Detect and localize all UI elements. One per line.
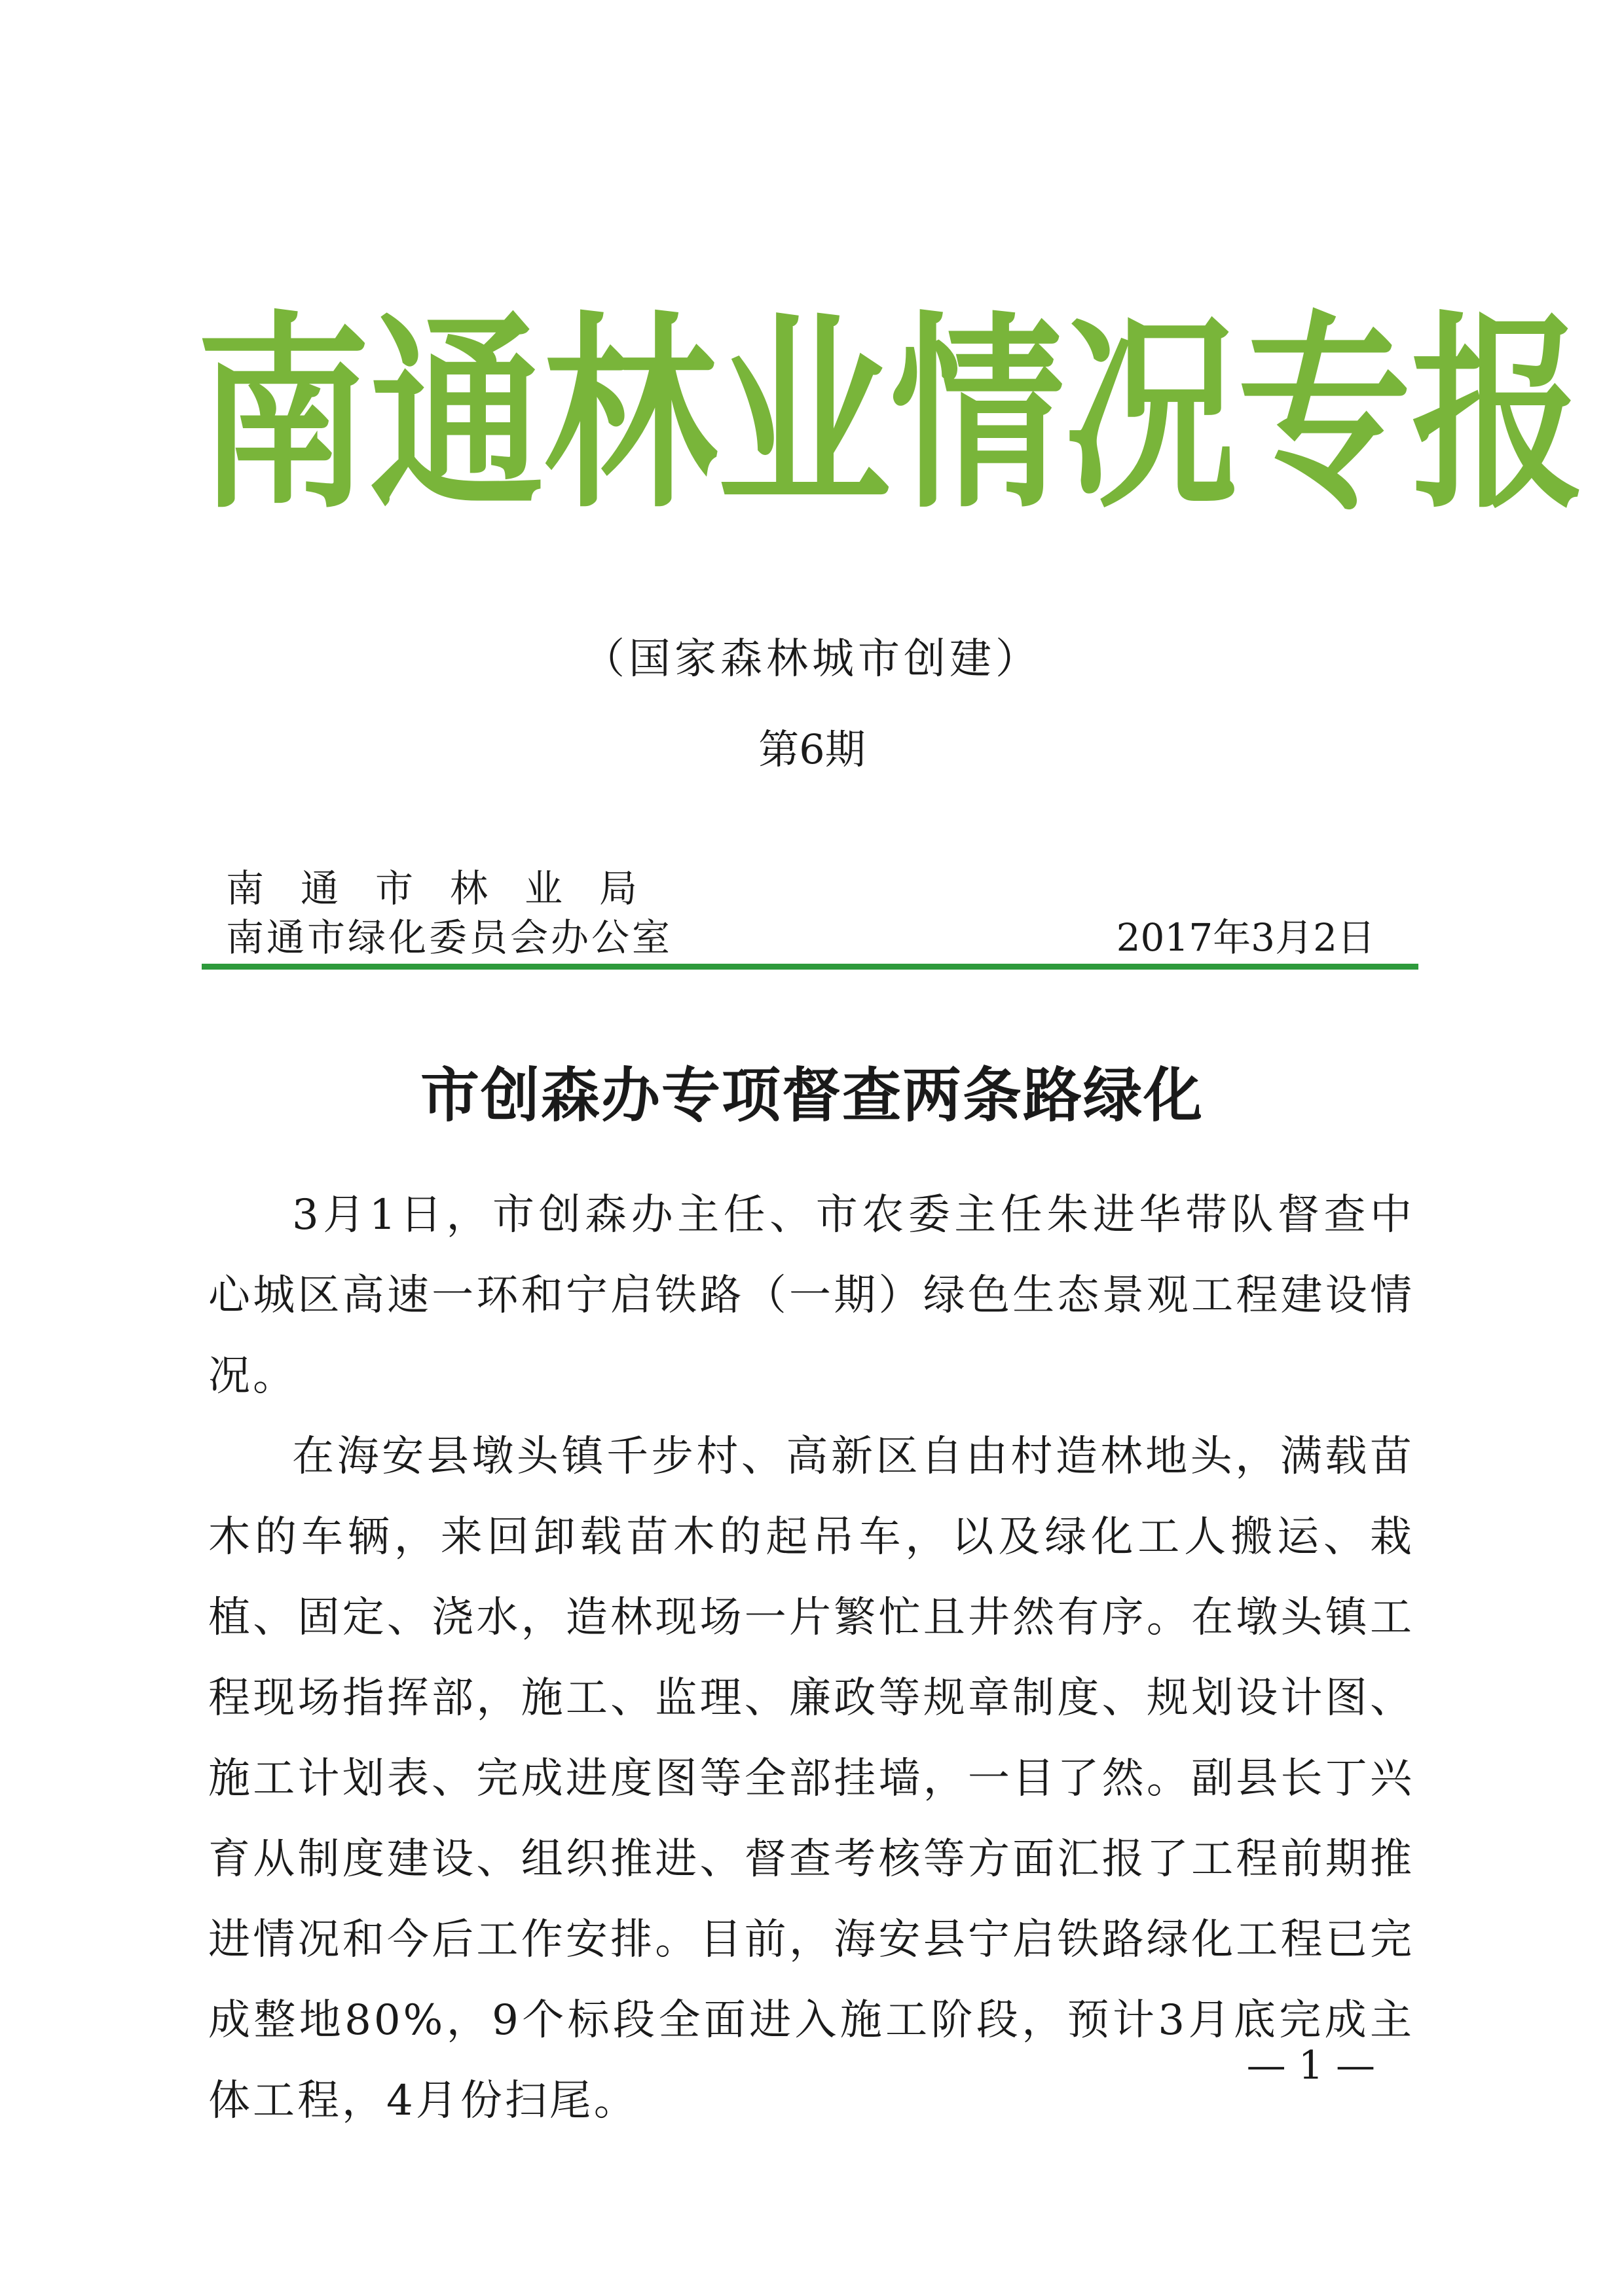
header-divider — [202, 964, 1418, 970]
paragraph: 3月1日，市创森办主任、市农委主任朱进华带队督查中心城区高速一环和宁启铁路（一期）绿色生态景观工程建设情况。 — [208, 1191, 1414, 1400]
subtitle: （国家森林城市创建） — [583, 635, 1041, 683]
masthead-char: 南 — [196, 294, 370, 537]
masthead-title — [196, 294, 1585, 537]
issue-date: 2017年3月2日 — [1116, 915, 1375, 960]
masthead-char: 通 — [370, 294, 544, 537]
masthead-char: 业 — [717, 294, 891, 537]
page-number: — 1 — — [1246, 2043, 1375, 2088]
masthead-char: 报 — [1411, 294, 1585, 537]
issue-number: 第6期 — [758, 725, 866, 773]
issuer-forestry-bureau: 南通市林业局 — [226, 866, 674, 911]
paragraph: 在海安县墩头镇千步村、高新区自由村造林地头，满载苗木的车辆，来回卸载苗木的起吊车，以及绿化工人搬运、栽植、固定、浇水，造林现场一片繁忙且井然有序。在墩头镇工程现场指挥部，施工、监理、廉政等规章制度、规划设计图、施工计划表、完成进度图等全部挂墙，一目了然。副县长丁兴育从制度建设、组织推进、督查考核等方面汇报了工程前期推进情况和今后工作安排。目前，海安县宁启铁路绿化工程已完成整地80%，9个标段全面进入施工阶段，预计3月底完成主体工程，4月份扫尾。 — [208, 1432, 1414, 2125]
article-headline: 市创森办专项督查两条路绿化 — [420, 1061, 1204, 1130]
masthead-char: 况 — [1064, 294, 1238, 537]
issuer-greening-office: 南通市绿化委员会办公室 — [226, 915, 673, 960]
masthead-char: 专 — [1238, 294, 1411, 537]
article-body — [208, 1175, 1414, 2141]
masthead-char: 林 — [544, 294, 717, 537]
masthead-char: 情 — [891, 294, 1064, 537]
